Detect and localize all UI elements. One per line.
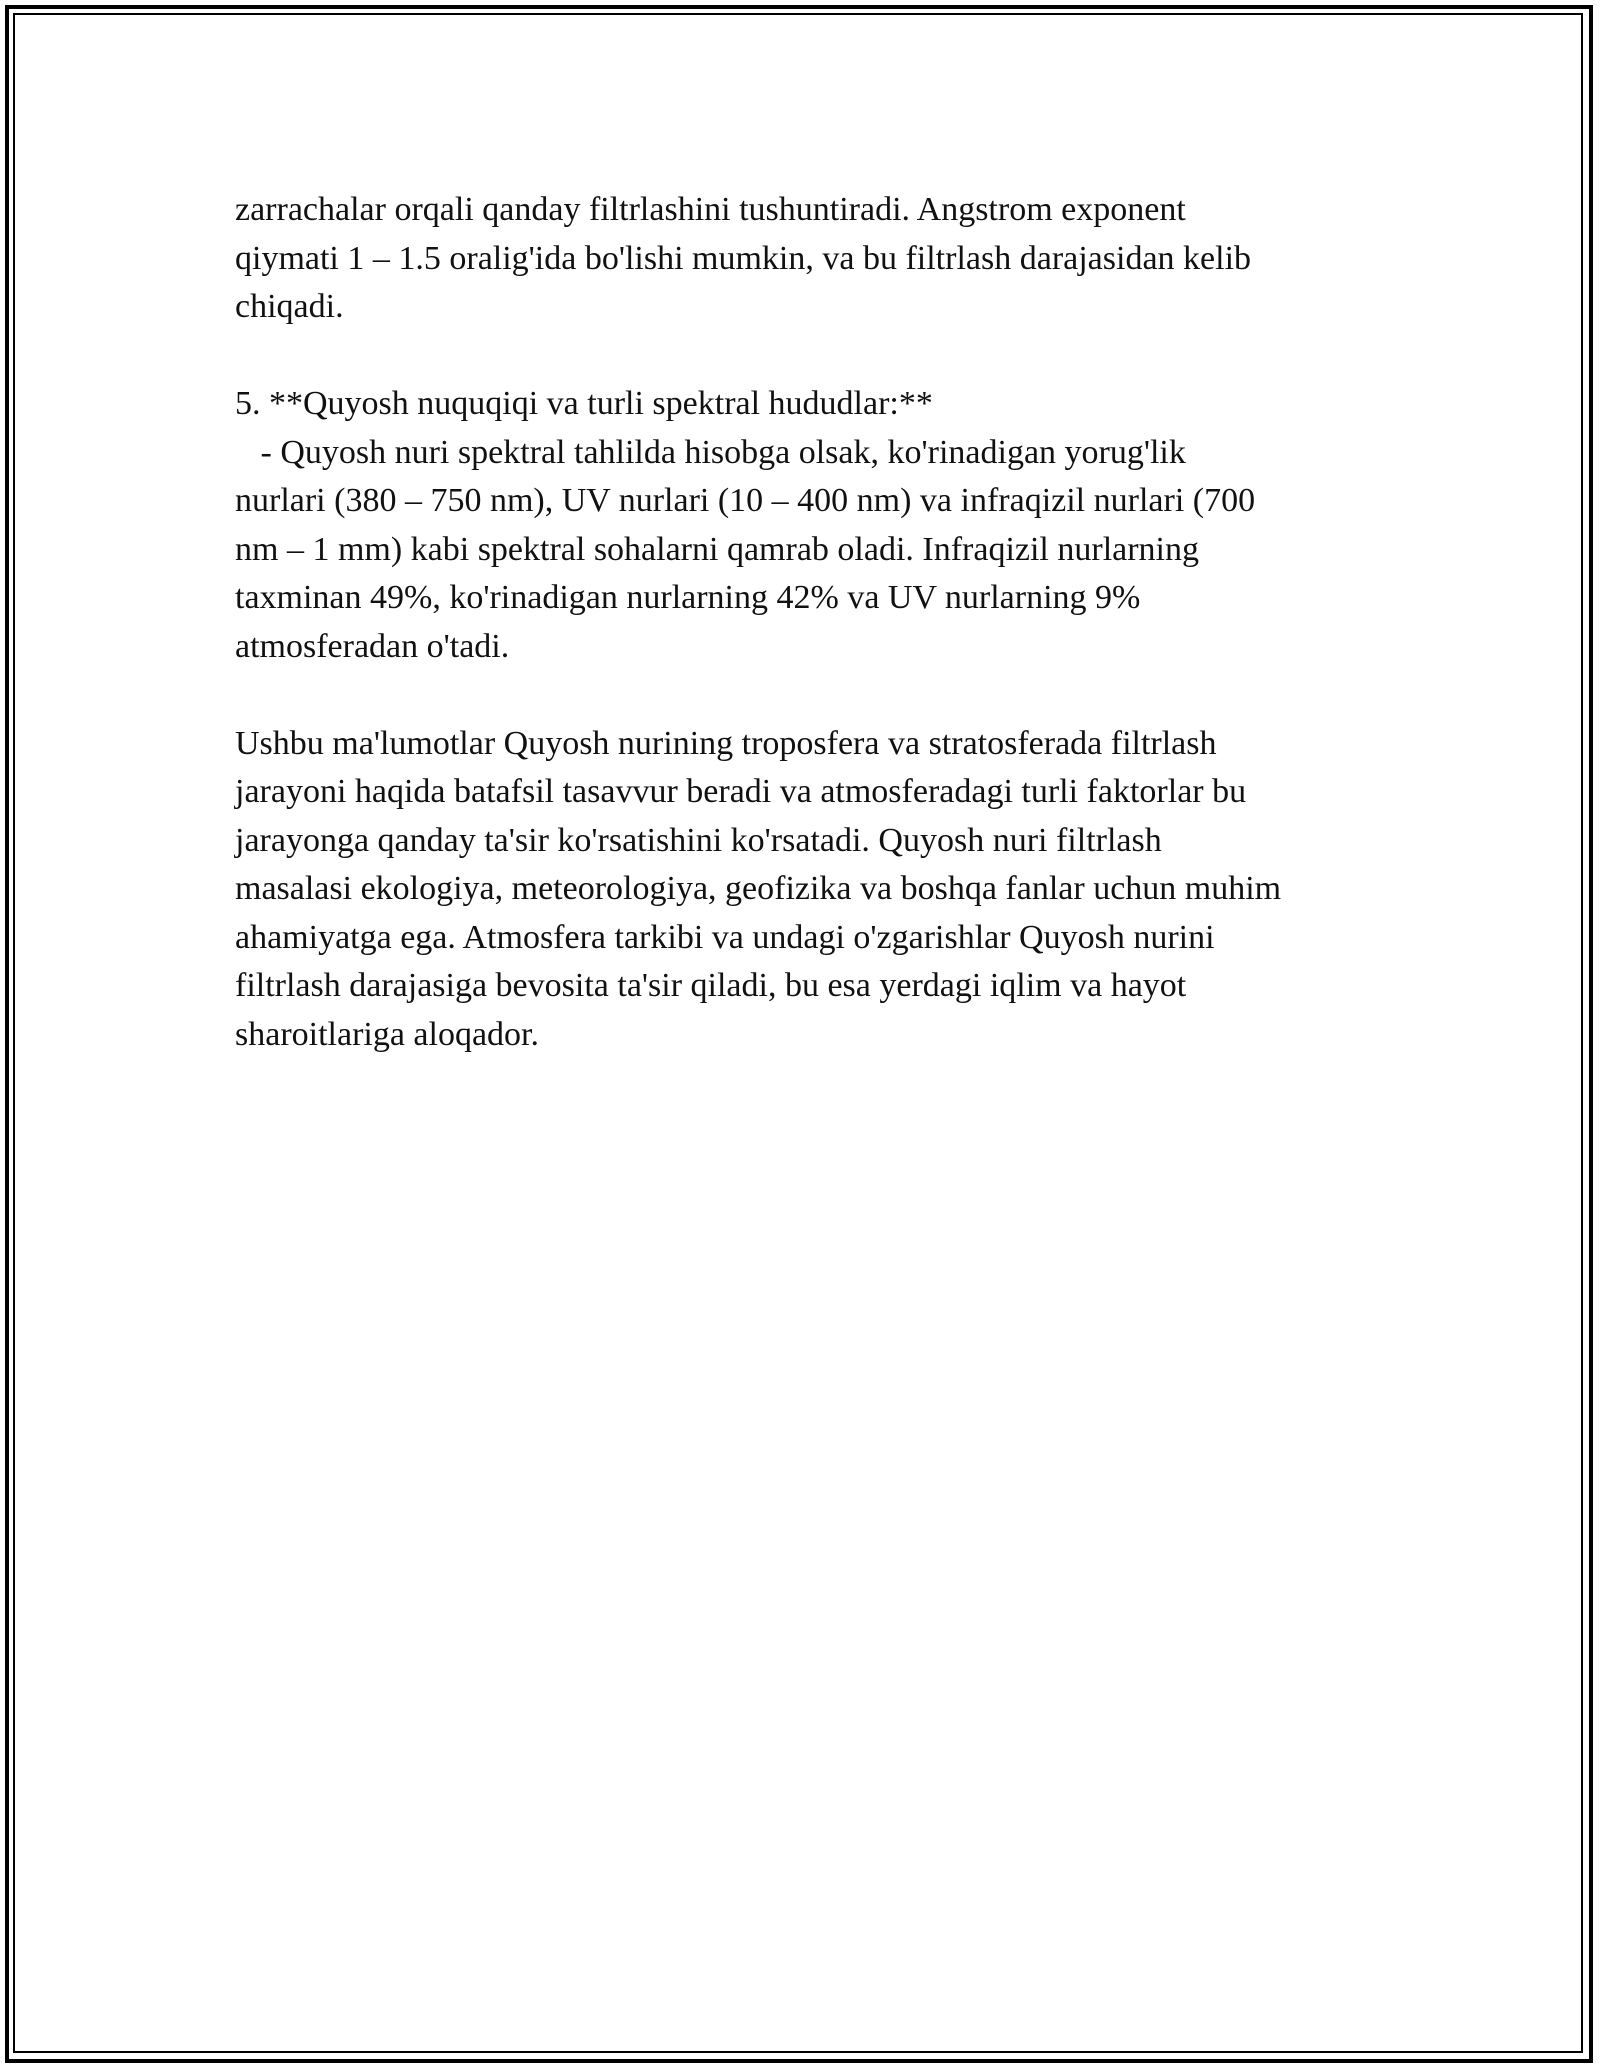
text-line: jarayoni haqida batafsil tasavvur beradi va atmosferadagi turli faktorlar bu: [235, 773, 1247, 810]
paragraph-gap: [235, 332, 1395, 381]
text-line: ahamiyatga ega. Atmosfera tarkibi va undagi o'zgarishlar Quyosh nurini: [235, 918, 1215, 956]
section-5-spectral-regions: [235, 380, 1395, 671]
paragraph-angstrom-exponent: [235, 186, 1395, 332]
text-line: nm – 1 mm) kabi spektral sohalarni qamrab oladi. Infraqizil nurlarning: [235, 530, 1200, 568]
text-line: masalasi ekologiya, meteorologiya, geofizika va boshqa fanlar uchun muhim: [235, 870, 1282, 907]
text-line: filtrlash darajasiga bevosita ta'sir qiladi, bu esa yerdagi iqlim va hayot: [235, 967, 1187, 1004]
text-line: qiymati 1 – 1.5 oralig'ida bo'lishi mumkin, va bu filtrlash darajasidan kelib: [235, 239, 1252, 277]
text-line: jarayonga qanday ta'sir ko'rsatishini ko'rsatadi. Quyosh nuri filtrlash: [235, 821, 1162, 859]
section-heading: 5. **Quyosh nuquqiqi va turli spektral hududlar:**: [235, 385, 933, 422]
document-body: [235, 186, 1395, 1059]
text-line: nurlari (380 – 750 nm), UV nurlari (10 – 400 nm) va infraqizil nurlari (700: [235, 482, 1256, 519]
text-line: chiqadi.: [235, 288, 344, 325]
text-line: - Quyosh nuri spektral tahlilda hisobga olsak, ko'rinadigan yorug'lik: [235, 433, 1186, 471]
text-line: taxminan 49%, ko'rinadigan nurlarning 42% va UV nurlarning 9%: [235, 579, 1141, 616]
text-line: sharoitlariga aloqador.: [235, 1015, 540, 1053]
paragraph-conclusion: [235, 720, 1395, 1060]
text-line: atmosferadan o'tadi.: [235, 627, 510, 665]
text-line: zarrachalar orqali qanday filtrlashini tushuntiradi. Angstrom exponent: [235, 191, 1186, 228]
paragraph-gap: [235, 671, 1395, 720]
text-line: Ushbu ma'lumotlar Quyosh nurining troposfera va stratosferada filtrlash: [235, 724, 1217, 762]
